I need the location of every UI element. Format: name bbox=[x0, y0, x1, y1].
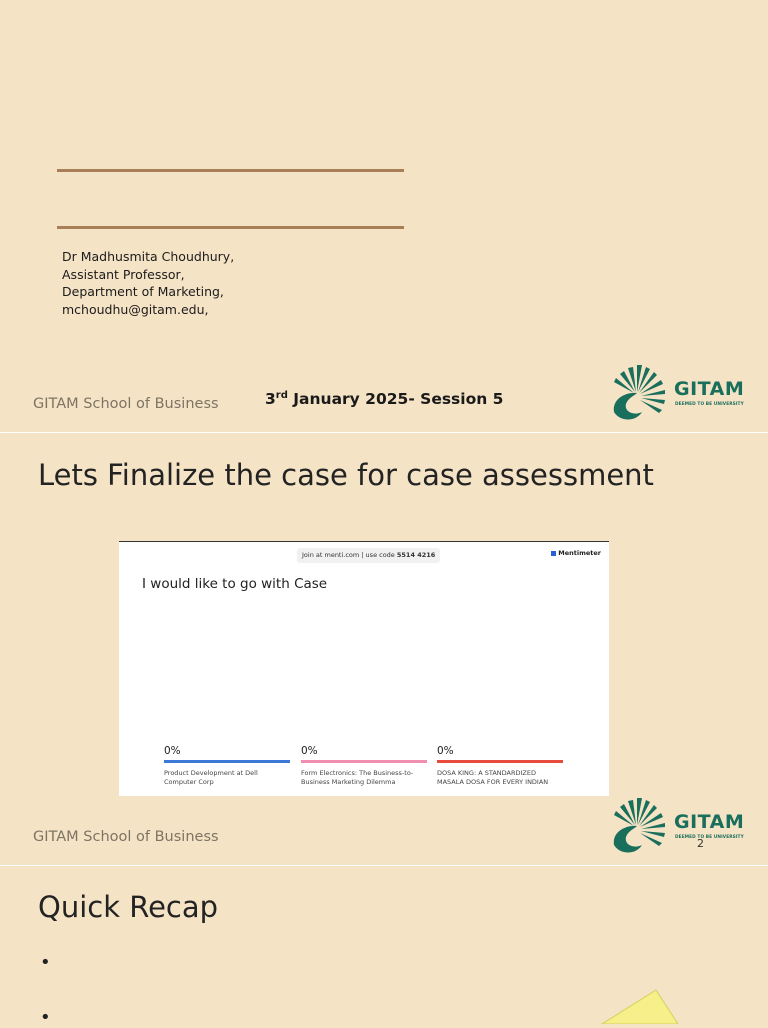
bullet-point: • bbox=[40, 952, 51, 973]
poll-option bbox=[164, 745, 290, 787]
author-name: Dr Madhusmita Choudhury, bbox=[62, 249, 235, 264]
footer-school: GITAM School of Business bbox=[33, 829, 219, 845]
option-bar bbox=[437, 760, 563, 763]
title-rule-top bbox=[57, 169, 404, 172]
join-code: 5514 4216 bbox=[396, 551, 436, 559]
option-percent: 0% bbox=[301, 745, 318, 757]
option-bar bbox=[164, 760, 290, 763]
session-date bbox=[265, 390, 503, 408]
mentimeter-icon bbox=[551, 551, 556, 556]
slide-title: Lets Finalize the case for case assessment bbox=[38, 458, 654, 492]
option-label: Form Electronics: The Business-to-Business Marketing Dilemma bbox=[301, 769, 414, 786]
option-percent: 0% bbox=[164, 745, 181, 757]
author-email: mchoudhu@gitam.edu, bbox=[62, 301, 209, 317]
poll-option bbox=[301, 745, 427, 787]
session-text: January 2025- Session 5 bbox=[287, 390, 504, 409]
logo-tagline: DEEMED TO BE UNIVERSITY bbox=[675, 402, 744, 407]
sticky-note-shape bbox=[600, 985, 680, 1024]
session-day: 3 bbox=[265, 390, 276, 409]
title-rule-bottom bbox=[57, 226, 404, 229]
option-percent: 0% bbox=[437, 745, 454, 757]
option-label: Product Development at Dell Computer Corp bbox=[164, 769, 258, 786]
title-slide bbox=[0, 0, 768, 432]
logo-wordmark: GITAM bbox=[674, 811, 745, 833]
gitam-emblem-icon bbox=[606, 795, 668, 857]
author-department: Department of Marketing, bbox=[62, 284, 224, 299]
option-label: DOSA KING: A STANDARDIZED MASALA DOSA FOR EVERY INDIAN bbox=[437, 769, 549, 786]
mentimeter-poll bbox=[119, 541, 609, 796]
poll-question: I would like to go with Case bbox=[142, 576, 328, 592]
gitam-logo bbox=[606, 795, 746, 857]
slide-title: Quick Recap bbox=[38, 890, 219, 924]
footer-school: GITAM School of Business bbox=[33, 396, 219, 412]
poll-option bbox=[437, 745, 563, 787]
session-day-suffix: rd bbox=[275, 390, 288, 401]
logo-wordmark: GITAM bbox=[674, 378, 745, 400]
bullet-point: • bbox=[40, 1007, 51, 1028]
option-bar bbox=[301, 760, 427, 763]
author-block bbox=[62, 248, 234, 318]
mentimeter-brand-text: Mentimeter bbox=[558, 549, 601, 557]
join-code-banner bbox=[297, 548, 440, 563]
mentimeter-logo bbox=[551, 549, 601, 557]
logo-tagline: DEEMED TO BE UNIVERSITY bbox=[675, 835, 744, 840]
gitam-logo bbox=[606, 362, 746, 424]
page-number: 2 bbox=[697, 837, 704, 850]
author-title: Assistant Professor, bbox=[62, 266, 185, 282]
gitam-emblem-icon bbox=[606, 362, 668, 424]
join-text: Join at menti.com | use code bbox=[302, 551, 397, 559]
